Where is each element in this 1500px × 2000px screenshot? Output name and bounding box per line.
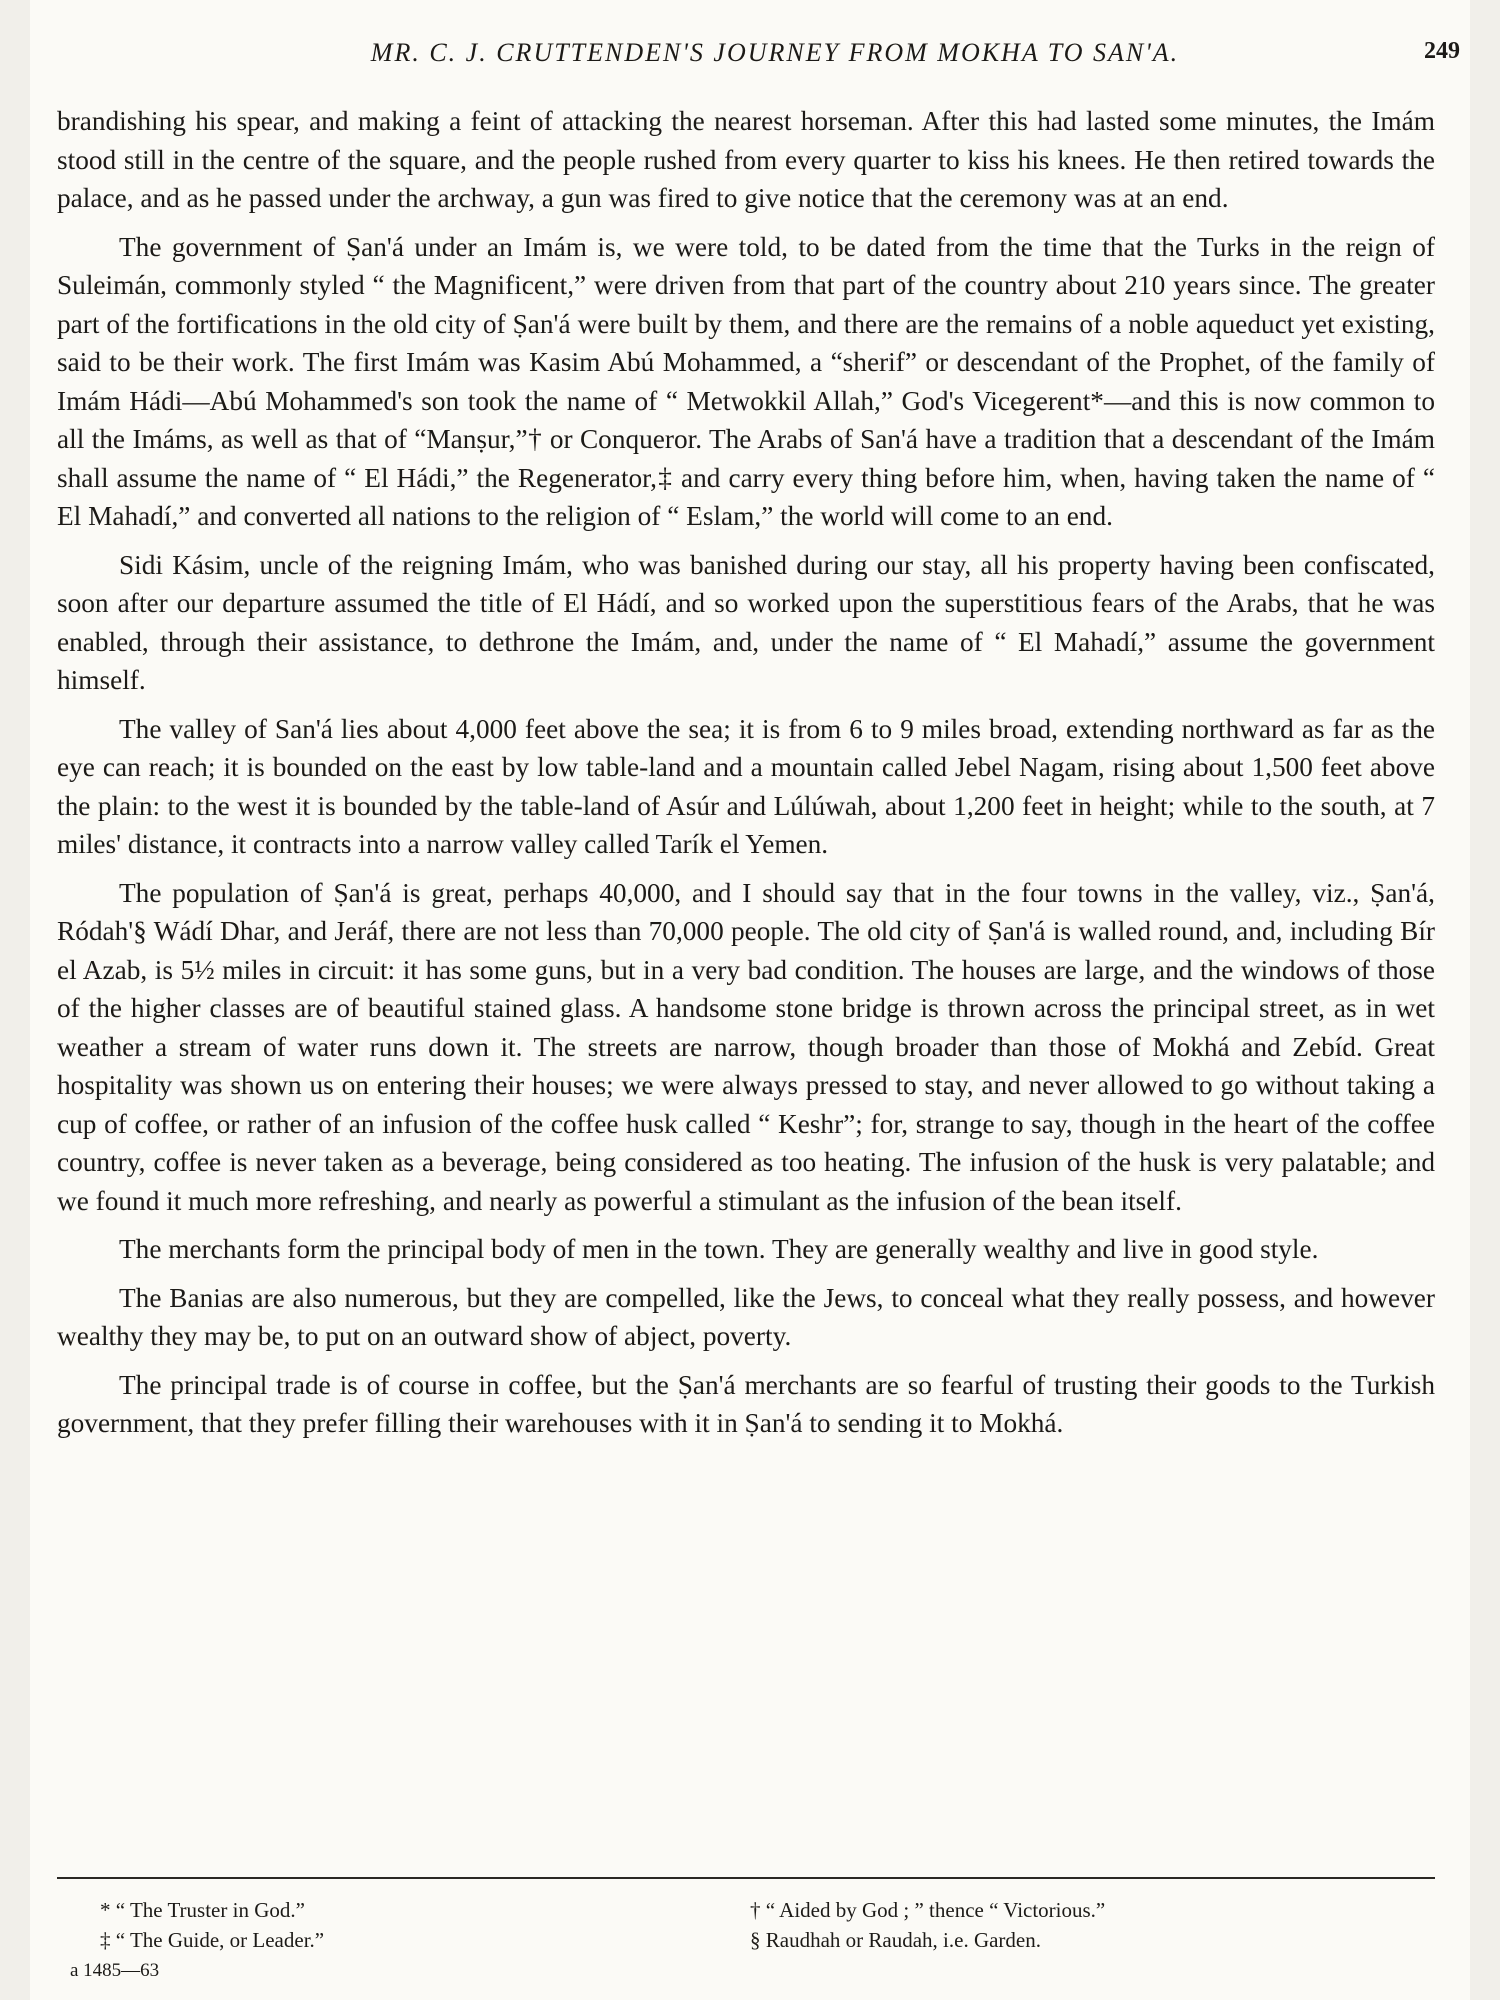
paragraph: The valley of San'á lies about 4,000 feet above the sea; it is from 6 to 9 miles broad, extending northward as far as the eye can reach; it is bounded on the east by low table-land and a mountain called Jebel Nagam, rising about 1,500 feet above the plain: to the west it is bounded by the table-land of Asúr and Lúlúwah, about 1,200 feet in height; while to the south, at 7 miles' distance, it contracts into a narrow valley called Tarík el Yemen. xyxy=(57,713,1435,859)
paragraph: The population of Ṣan'á is great, perhaps 40,000, and I should say that in the four towns in the valley, viz., Ṣan'á, Ródah'§ Wádí Dhar, and Jeráf, there are not less than 70,000 people. The old city of Ṣan'á is walled round, and, including Bír el Azab, is 5½ miles in circuit: it has some guns, but in a very bad condition. The houses are large, and the windows of those of the higher classes are of beautiful stained glass. A handsome stone bridge is thrown across the principal street, as in wet weather a stream of water runs down it. The streets are narrow, though broader than those of Mokhá and Zebíd. Great hospitality was shown us on entering their houses; we were always pressed to stay, and never allowed to go without taking a cup of coffee, or rather of an infusion of the coffee husk called “ Keshr”; for, strange to say, though in the heart of the coffee country, coffee is never taken as a beverage, being considered as too heating. The infusion of the husk is very palatable; and we found it much more refreshing, and nearly as powerful a stimulant as the infusion of the bean itself. xyxy=(57,877,1435,1216)
paragraph: Sidi Kásim, uncle of the reigning Imám, who was banished during our stay, all his property having been confiscated, soon after our departure assumed the title of El Hádí, and so worked upon the superstitious fears of the Arabs, that he was enabled, through their assistance, to dethrone the Imám, and, under the name of “ El Mahadí,” assume the government himself. xyxy=(57,549,1435,695)
paragraph: The principal trade is of course in coffee, but the Ṣan'á merchants are so fearful of trusting their goods to the Turkish government, that they prefer filling their warehouses with it in Ṣan'á to sending it to Mokhá. xyxy=(57,1369,1435,1438)
footnotes xyxy=(100,1895,1400,1955)
body-text xyxy=(57,102,1435,1453)
footnote: † “ Aided by God ; ” thence “ Victorious.” xyxy=(750,1898,1106,1922)
footnote-rule xyxy=(57,1877,1435,1879)
paragraph: The merchants form the principal body of men in the town. They are generally wealthy and live in good style. xyxy=(119,1234,1319,1264)
paragraph: The Banias are also numerous, but they are compelled, like the Jews, to conceal what they really possess, and however wealthy they may be, to put on an outward show of abject, poverty. xyxy=(57,1282,1435,1351)
paragraph: brandishing his spear, and making a feint of attacking the nearest horseman. After this had lasted some minutes, the Imám stood still in the centre of the square, and the people rushed from every quarter to kiss his knees. He then retired towards the palace, and as he passed under the archway, a gun was fired to give notice that the ceremony was at an end. xyxy=(57,106,1435,213)
paragraph: The government of Ṣan'á under an Imám is, we were told, to be dated from the time that the Turks in the reign of Suleimán, commonly styled “ the Magnificent,” were driven from that part of the country about 210 years since. The greater part of the fortifications in the old city of Ṣan'á were built by them, and there are the remains of a noble aqueduct yet existing, said to be their work. The first Imám was Kasim Abú Mohammed, a “sherif” or descendant of the Prophet, of the family of Imám Hádi—Abú Mohammed's son took the name of “ Metwokkil Allah,” God's Vicegerent*—and this is now common to all the Imáms, as well as that of “Manṣur,”† or Conqueror. The Arabs of San'á have a tradition that a descendant of the Imám shall assume the name of “ El Hádi,” the Regenerator,‡ and carry every thing before him, when, having taken the name of “ El Mahadí,” and converted all nations to the religion of “ Eslam,” the world will come to an end. xyxy=(57,231,1435,531)
page-number: 249 xyxy=(1424,38,1460,64)
footnote: § Raudhah or Raudah, i.e. Garden. xyxy=(750,1928,1041,1952)
printer-signature: a 1485—63 xyxy=(70,1960,160,1981)
running-head: MR. C. J. CRUTTENDEN'S JOURNEY FROM MOKHA TO SAN'A. xyxy=(370,38,1180,67)
footnote-row xyxy=(100,1925,1400,1955)
footnote-row xyxy=(100,1895,1400,1925)
page-header xyxy=(90,38,1460,78)
footnote: ‡ “ The Guide, or Leader.” xyxy=(100,1928,325,1952)
footnote: * “ The Truster in God.” xyxy=(100,1898,305,1922)
